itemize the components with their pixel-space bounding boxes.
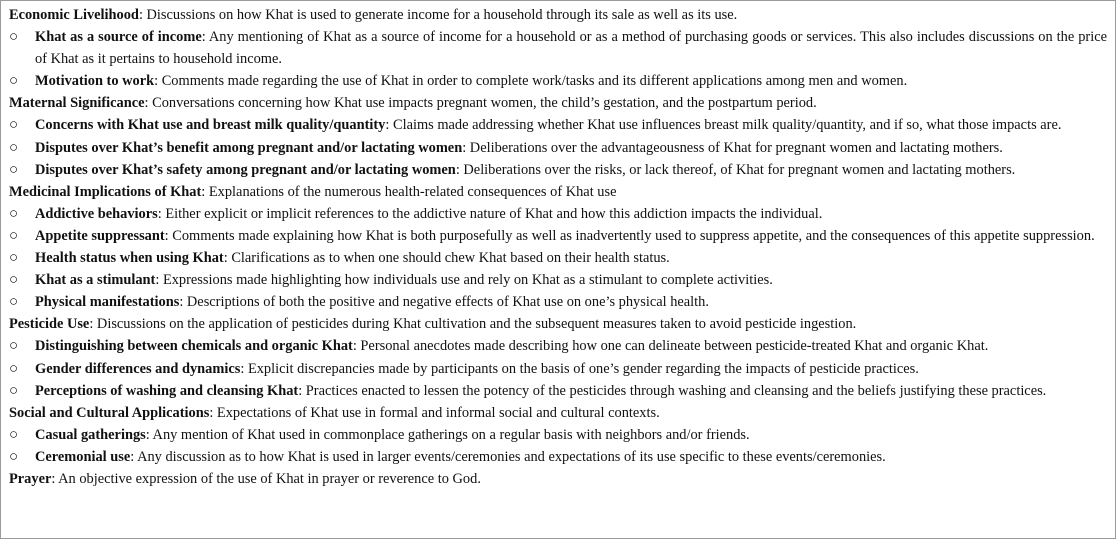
- theme-name: Economic Livelihood: [9, 7, 139, 23]
- subtheme-row: [9, 203, 1107, 225]
- subtheme-text: [35, 203, 1107, 225]
- theme-row: [9, 4, 1107, 26]
- subtheme-description: : Any discussion as to how Khat is used in larger events/ceremonies and expectations of its use specific to these events/ceremonies.: [130, 448, 886, 465]
- subtheme-text: [35, 291, 1107, 313]
- subtheme-description: : Expressions made highlighting how individuals use and rely on Khat as a stimulant to complete activities.: [155, 272, 773, 289]
- subtheme-row: [9, 26, 1107, 70]
- circle-bullet-icon: ○: [9, 250, 19, 267]
- circle-bullet-icon: ○: [9, 338, 19, 355]
- theme-row: [9, 402, 1107, 424]
- theme-description: : An objective expression of the use of Khat in prayer or reverence to God.: [51, 470, 481, 487]
- subtheme-row: [9, 358, 1107, 380]
- subtheme-text: [35, 446, 1107, 468]
- subtheme-text: [35, 114, 1107, 136]
- circle-bullet-icon: ○: [9, 161, 19, 178]
- subtheme-name: Health status when using Khat: [35, 250, 224, 267]
- subtheme-name: Perceptions of washing and cleansing Khat: [35, 382, 299, 399]
- subtheme-text: [35, 380, 1107, 402]
- subtheme-description: : Deliberations over the risks, or lack thereof, of Khat for pregnant women and lactating mothers.: [455, 161, 1016, 178]
- circle-bullet-icon: ○: [9, 139, 19, 156]
- subtheme-name: Appetite suppressant: [35, 227, 165, 244]
- theme-description: : Discussions on the application of pesticides during Khat cultivation and the subsequent measures taken to avoid pesticide ingestion.: [89, 316, 857, 333]
- circle-bullet-icon: ○: [9, 73, 19, 90]
- theme-row: [9, 468, 1107, 490]
- subtheme-name: Distinguishing between chemicals and organic Khat: [35, 338, 353, 355]
- subtheme-text: [35, 137, 1107, 159]
- subtheme-name: Khat as a source of income: [35, 29, 202, 46]
- theme-name: Prayer: [9, 470, 52, 487]
- subtheme-name: Casual gatherings: [35, 426, 146, 443]
- circle-bullet-icon: ○: [9, 448, 19, 465]
- subtheme-text: [35, 26, 1107, 70]
- subtheme-row: [9, 137, 1107, 159]
- subtheme-name: Concerns with Khat use and breast milk quality/quantity: [35, 117, 386, 134]
- theme-row: [9, 181, 1107, 203]
- subtheme-row: [9, 446, 1107, 468]
- theme-description: : Conversations concerning how Khat use impacts pregnant women, the child’s gestation, and the postpartum period.: [144, 95, 817, 112]
- subtheme-row: [9, 247, 1107, 269]
- subtheme-name: Khat as a stimulant: [35, 272, 156, 289]
- subtheme-text: [35, 225, 1107, 247]
- subtheme-description: : Comments made explaining how Khat is both purposefully as well as inadvertently used to suppress appetite, and the consequences of this appetite suppression.: [164, 227, 1095, 244]
- subtheme-row: [9, 269, 1107, 291]
- subtheme-text: [35, 70, 1107, 92]
- theme-row: [9, 92, 1107, 114]
- circle-bullet-icon: ○: [9, 227, 19, 244]
- subtheme-text: [35, 269, 1107, 291]
- subtheme-text: [35, 247, 1107, 269]
- subtheme-row: [9, 225, 1107, 247]
- subtheme-description: : Any mention of Khat used in commonplace gatherings on a regular basis with neighbors and/or friends.: [145, 426, 750, 443]
- circle-bullet-icon: ○: [9, 360, 19, 377]
- subtheme-name: Motivation to work: [35, 73, 155, 90]
- subtheme-row: [9, 424, 1107, 446]
- subtheme-row: [9, 291, 1107, 313]
- subtheme-description: : Practices enacted to lessen the potency of the pesticides through washing and cleansing and the beliefs justifying these practices.: [298, 382, 1047, 399]
- circle-bullet-icon: ○: [9, 426, 19, 443]
- subtheme-name: Disputes over Khat’s benefit among pregnant and/or lactating women: [35, 139, 463, 156]
- theme-name: Pesticide Use: [9, 316, 90, 333]
- subtheme-row: [9, 159, 1107, 181]
- circle-bullet-icon: ○: [9, 205, 19, 222]
- subtheme-name: Addictive behaviors: [35, 205, 158, 222]
- subtheme-description: : Any mentioning of Khat as a source of income for a household or as a method of purchasing goods or services. This also includes discussions on the price of Khat as it pertains to household income.: [35, 29, 1107, 68]
- subtheme-description: : Descriptions of both the positive and negative effects of Khat use on one’s physical health.: [179, 294, 709, 311]
- subtheme-text: [35, 159, 1107, 181]
- subtheme-description: : Clarifications as to when one should chew Khat based on their health status.: [223, 250, 670, 267]
- subtheme-row: [9, 335, 1107, 357]
- subtheme-name: Physical manifestations: [35, 294, 180, 311]
- theme-name: Social and Cultural Applications: [9, 404, 210, 421]
- subtheme-description: : Either explicit or implicit references to the addictive nature of Khat and how this addiction impacts the individual.: [157, 205, 823, 222]
- circle-bullet-icon: ○: [9, 294, 19, 311]
- subtheme-description: : Deliberations over the advantageousness of Khat for pregnant women and lactating mothers.: [462, 139, 1003, 156]
- subtheme-description: : Claims made addressing whether Khat use influences breast milk quality/quantity, and if so, what those impacts are.: [385, 117, 1062, 134]
- theme-name: Medicinal Implications of Khat: [9, 183, 202, 200]
- subtheme-description: : Comments made regarding the use of Khat in order to complete work/tasks and its different applications among men and women.: [154, 73, 908, 90]
- theme-description: : Discussions on how Khat is used to generate income for a household through its sale as well as its use.: [138, 7, 738, 23]
- codebook-content: [1, 1, 1115, 490]
- subtheme-name: Gender differences and dynamics: [35, 360, 241, 377]
- subtheme-description: : Personal anecdotes made describing how one can delineate between pesticide-treated Khat and organic Khat.: [352, 338, 989, 355]
- subtheme-row: [9, 70, 1107, 92]
- circle-bullet-icon: ○: [9, 382, 19, 399]
- subtheme-row: [9, 114, 1107, 136]
- theme-name: Maternal Significance: [9, 95, 145, 112]
- subtheme-text: [35, 335, 1107, 357]
- subtheme-text: [35, 358, 1107, 380]
- subtheme-row: [9, 380, 1107, 402]
- theme-row: [9, 313, 1107, 335]
- subtheme-name: Disputes over Khat’s safety among pregnant and/or lactating women: [35, 161, 456, 178]
- circle-bullet-icon: ○: [9, 29, 19, 46]
- theme-description: : Explanations of the numerous health-related consequences of Khat use: [201, 183, 617, 200]
- circle-bullet-icon: ○: [9, 117, 19, 134]
- subtheme-name: Ceremonial use: [35, 448, 131, 465]
- subtheme-text: [35, 424, 1107, 446]
- circle-bullet-icon: ○: [9, 272, 19, 289]
- theme-description: : Expectations of Khat use in formal and informal social and cultural contexts.: [209, 404, 660, 421]
- subtheme-description: : Explicit discrepancies made by participants on the basis of one’s gender regarding the impacts of pesticide practices.: [240, 360, 919, 377]
